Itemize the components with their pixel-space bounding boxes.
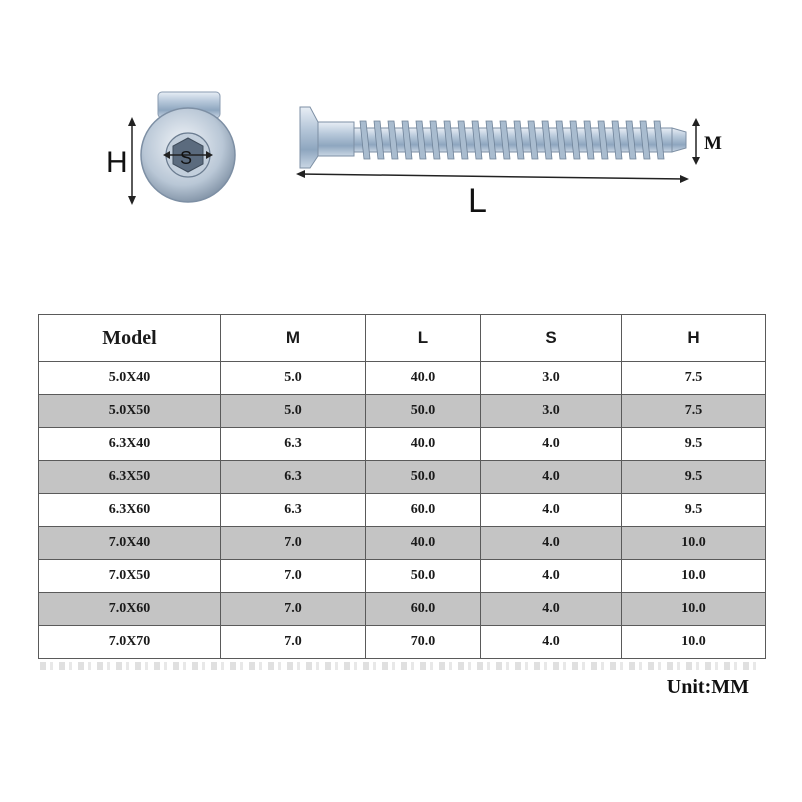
cell-l: 40.0 (366, 362, 481, 395)
table-row (39, 494, 766, 527)
cell-h: 10.0 (622, 593, 766, 626)
cell-h: 7.5 (622, 362, 766, 395)
faint-text-strip (40, 662, 760, 670)
table-header-row (39, 315, 766, 362)
table-row (39, 593, 766, 626)
screw-dimension-diagram (0, 0, 802, 300)
l-dimension-label: L (468, 182, 487, 220)
cell-m: 6.3 (221, 494, 366, 527)
cell-h: 9.5 (622, 494, 766, 527)
table-row (39, 395, 766, 428)
cell-model: 6.3X40 (39, 428, 221, 461)
cell-m: 6.3 (221, 461, 366, 494)
cell-model: 7.0X70 (39, 626, 221, 659)
cell-h: 10.0 (622, 560, 766, 593)
screw-head-top-view (141, 92, 235, 202)
cell-l: 50.0 (366, 395, 481, 428)
cell-model: 7.0X50 (39, 560, 221, 593)
cell-m: 7.0 (221, 527, 366, 560)
cell-l: 60.0 (366, 593, 481, 626)
cell-m: 7.0 (221, 626, 366, 659)
table-row (39, 461, 766, 494)
header-m: M (221, 315, 366, 362)
cell-s: 4.0 (481, 593, 622, 626)
table-row (39, 560, 766, 593)
header-model: Model (39, 315, 221, 362)
cell-s: 3.0 (481, 395, 622, 428)
table-row (39, 428, 766, 461)
table-row (39, 362, 766, 395)
cell-m: 7.0 (221, 560, 366, 593)
cell-l: 70.0 (366, 626, 481, 659)
cell-s: 4.0 (481, 626, 622, 659)
cell-m: 7.0 (221, 593, 366, 626)
cell-m: 6.3 (221, 428, 366, 461)
cell-l: 50.0 (366, 461, 481, 494)
screw-side-view (300, 107, 686, 168)
cell-model: 5.0X40 (39, 362, 221, 395)
cell-h: 10.0 (622, 527, 766, 560)
cell-h: 9.5 (622, 461, 766, 494)
table-row (39, 626, 766, 659)
unit-label: Unit:MM (666, 676, 749, 698)
cell-s: 3.0 (481, 362, 622, 395)
s-dimension-label: S (180, 148, 193, 168)
cell-l: 50.0 (366, 560, 481, 593)
cell-m: 5.0 (221, 362, 366, 395)
header-s: S (481, 315, 622, 362)
cell-s: 4.0 (481, 560, 622, 593)
cell-h: 10.0 (622, 626, 766, 659)
cell-model: 6.3X50 (39, 461, 221, 494)
h-dimension-arrow (128, 117, 136, 205)
m-dimension-arrow (692, 118, 700, 165)
cell-l: 40.0 (366, 527, 481, 560)
cell-s: 4.0 (481, 428, 622, 461)
cell-s: 4.0 (481, 527, 622, 560)
cell-s: 4.0 (481, 494, 622, 527)
cell-model: 6.3X60 (39, 494, 221, 527)
header-l: L (366, 315, 481, 362)
header-h: H (622, 315, 766, 362)
table-row (39, 527, 766, 560)
cell-model: 7.0X60 (39, 593, 221, 626)
cell-m: 5.0 (221, 395, 366, 428)
cell-model: 7.0X40 (39, 527, 221, 560)
cell-l: 60.0 (366, 494, 481, 527)
h-dimension-label: H (106, 146, 128, 179)
cell-l: 40.0 (366, 428, 481, 461)
cell-h: 9.5 (622, 428, 766, 461)
cell-s: 4.0 (481, 461, 622, 494)
m-dimension-label: M (704, 133, 722, 154)
cell-h: 7.5 (622, 395, 766, 428)
cell-model: 5.0X50 (39, 395, 221, 428)
l-dimension-arrow (296, 170, 689, 183)
spec-table (38, 314, 766, 659)
